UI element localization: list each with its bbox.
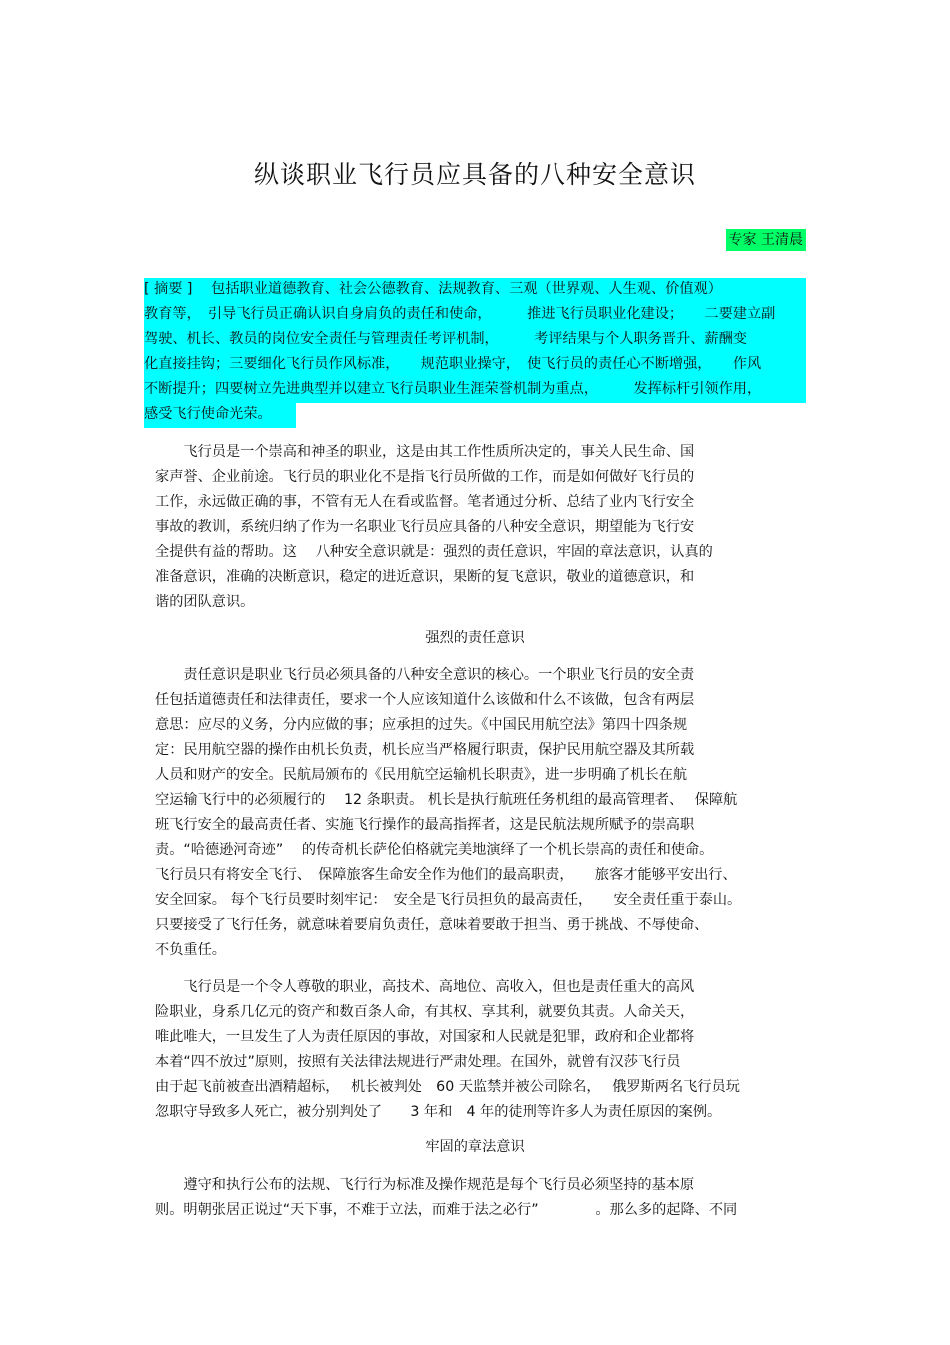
section-heading-rules: 牢固的章法意识 xyxy=(425,1139,525,1155)
document-title: 纵谈职业飞行员应具备的八种安全意识 xyxy=(253,160,696,189)
abstract-line: 驾驶、机长、教员的岗位安全责任与管理责任考评机制， 考评结果与个人职务晋升、薪酬变 xyxy=(144,328,806,353)
abstract-line: 教育等， 引导飞行员正确认识自身肩负的责任和使命， 推进飞行员职业化建设； 二要建立副 xyxy=(144,303,806,328)
intro-line: 飞行员是一个崇高和神圣的职业，这是由其工作性质所决定的，事关人民生命、国 xyxy=(155,444,695,460)
paragraph-line: 遵守和执行公布的法规、飞行行为标准及操作规范是每个飞行员必须坚持的基本原 xyxy=(155,1177,695,1193)
paragraph-line: 只要接受了飞行任务，就意味着要肩负责任，意味着要敢于担当、勇于挑战、不辱使命、 xyxy=(155,917,709,933)
paragraph-line: 飞行员只有将安全飞行、 保障旅客生命安全作为他们的最高职责， 旅客才能够平安出行、 xyxy=(155,867,737,883)
abstract-line: 不断提升；四要树立先进典型并以建立飞行员职业生涯荣誉机制为重点， 发挥标杆引领作用， xyxy=(144,378,806,403)
intro-line: 谐的团队意识。 xyxy=(155,594,255,610)
intro-line: 准备意识，准确的决断意识，稳定的进近意识，果断的复飞意识，敬业的道德意识，和 xyxy=(155,569,695,585)
intro-line: 事故的教训，系统归纳了作为一名职业飞行员应具备的八种安全意识，期望能为飞行安 xyxy=(155,519,695,535)
abstract-line: 感受飞行使命光荣。 xyxy=(144,403,296,428)
paragraph-line: 意思：应尽的义务，分内应做的事；应承担的过失。《中国民用航空法》第四十四条规 xyxy=(155,717,688,733)
paragraph-line: 飞行员是一个令人尊敬的职业，高技术、高地位、高收入，但也是责任重大的高风 xyxy=(155,979,695,995)
paragraph-line: 定：民用航空器的操作由机长负责，机长应当严格履行职责，保护民用航空器及其所载 xyxy=(155,742,695,758)
paragraph-line: 人员和财产的安全。民航局颁布的《民用航空运输机长职责》，进一步明确了机长在航 xyxy=(155,767,688,783)
paragraph-line: 则。明朝张居正说过“天下事，不难于立法，而难于法之必行” 。那么多的起降、不同 xyxy=(155,1202,738,1218)
paragraph-line: 班飞行安全的最高责任者、实施飞行操作的最高指挥者，这是民航法规所赋予的崇高职 xyxy=(155,817,695,833)
paragraph-line: 空运输飞行中的必须履行的 12 条职责。 机长是执行航班任务机组的最高管理者、 保障航 xyxy=(155,792,738,808)
paragraph-line: 由于起飞前被查出酒精超标， 机长被判处 60 天监禁并被公司除名， 俄罗斯两名飞行员玩 xyxy=(155,1079,740,1095)
intro-line: 工作，永远做正确的事，不管有无人在看或监督。笔者通过分析、总结了业内飞行安全 xyxy=(155,494,695,510)
paragraph-line: 唯此唯大，一旦发生了人为责任原因的事故，对国家和人民就是犯罪，政府和企业都将 xyxy=(155,1029,695,1045)
paragraph-line: 责。“哈德逊河奇迹” 的传奇机长萨伦伯格就完美地演绎了一个机长崇高的责任和使命。 xyxy=(155,842,714,858)
intro-line: 家声誉、企业前途。飞行员的职业化不是指飞行员所做的工作，而是如何做好飞行员的 xyxy=(155,469,695,485)
paragraph-line: 本着“四不放过”原则，按照有关法律法规进行严肃处理。在国外，就曾有汉莎飞行员 xyxy=(155,1054,681,1070)
paragraph-line: 不负重任。 xyxy=(155,942,226,958)
author-label: 专家 王清晨 xyxy=(726,229,806,251)
intro-line: 全提供有益的帮助。这 八种安全意识就是：强烈的责任意识，牢固的章法意识，认真的 xyxy=(155,544,713,560)
paragraph-line: 险职业，身系几亿元的资产和数百条人命，有其权、享其利，就要负其责。人命关天， xyxy=(155,1004,695,1020)
section-heading-responsibility: 强烈的责任意识 xyxy=(425,630,525,646)
paragraph-line: 任包括道德责任和法律责任，要求一个人应该知道什么该做和什么不该做，包含有两层 xyxy=(155,692,695,708)
paragraph-line: 安全回家。 每个飞行员要时刻牢记： 安全是飞行员担负的最高责任， 安全责任重于泰山。 xyxy=(155,892,742,908)
abstract-block xyxy=(144,278,806,428)
paragraph-line: 责任意识是职业飞行员必须具备的八种安全意识的核心。一个职业飞行员的安全责 xyxy=(155,667,695,683)
paragraph-line: 忽职守导致多人死亡，被分别判处了 3 年和 4 年的徒刑等许多人为责任原因的案例。 xyxy=(155,1104,722,1120)
abstract-line: [ 摘要 ] 包括职业道德教育、社会公德教育、法规教育、三观（世界观、人生观、价值观） xyxy=(144,278,806,303)
abstract-line: 化直接挂钩；三要细化飞行员作风标准， 规范职业操守， 使飞行员的责任心不断增强， 作风 xyxy=(144,353,806,378)
